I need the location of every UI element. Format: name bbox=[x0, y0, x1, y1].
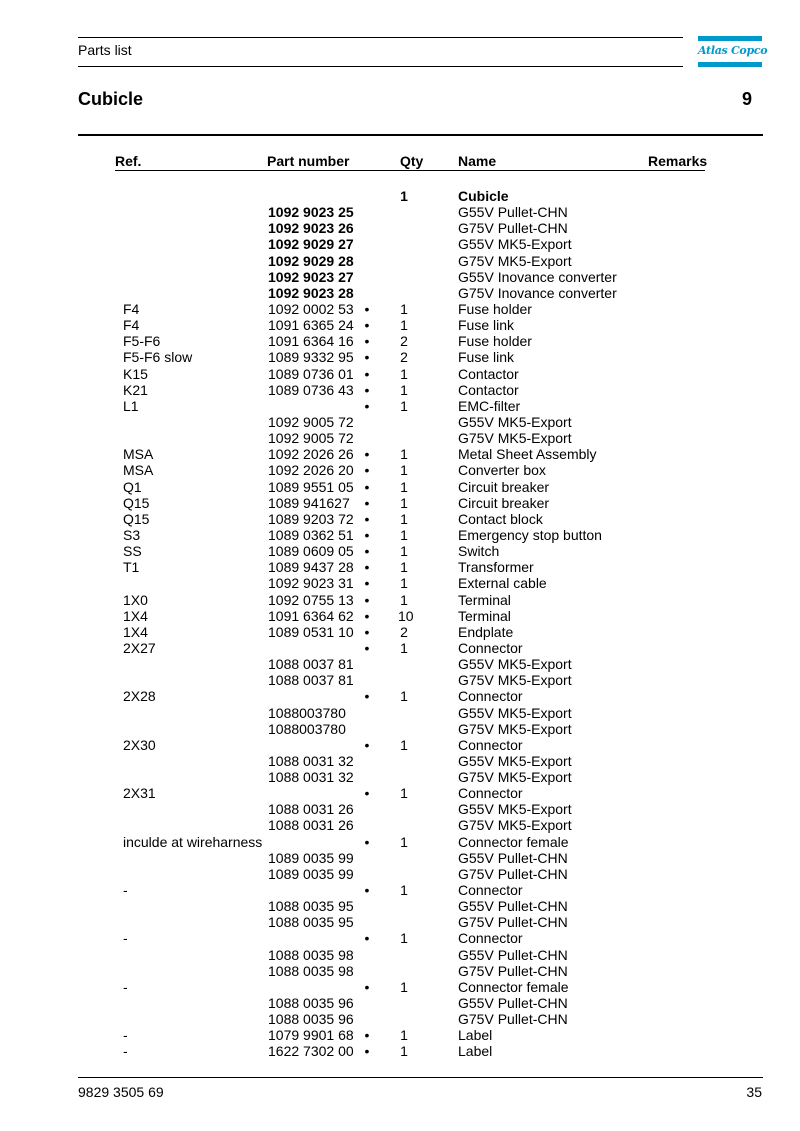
part-number-cell: 1088 0037 81 bbox=[268, 672, 354, 689]
spare-marker: • bbox=[364, 1027, 370, 1044]
table-row bbox=[0, 769, 800, 785]
part-number-cell: 1088 0031 26 bbox=[268, 817, 354, 834]
qty-cell: 2 bbox=[400, 333, 408, 350]
ref-cell: Q15 bbox=[123, 510, 150, 527]
name-cell: G75V MK5-Export bbox=[458, 769, 572, 786]
name-cell: Circuit breaker bbox=[458, 494, 550, 511]
name-cell: External cable bbox=[458, 575, 547, 592]
spare-marker: • bbox=[364, 930, 370, 947]
spare-marker: • bbox=[364, 639, 370, 656]
part-number-cell: 1088 0031 26 bbox=[268, 801, 354, 818]
spare-marker: • bbox=[364, 543, 370, 560]
table-row bbox=[0, 236, 800, 252]
logo-bar-top bbox=[698, 36, 762, 41]
name-cell: G55V Pullet-CHN bbox=[458, 946, 568, 963]
spare-marker: • bbox=[364, 559, 370, 576]
ref-cell: F5-F6 slow bbox=[123, 349, 193, 366]
table-row bbox=[0, 1027, 800, 1043]
ref-cell: F5-F6 bbox=[123, 333, 161, 350]
name-cell: G55V Pullet-CHN bbox=[458, 849, 568, 866]
table-row bbox=[0, 947, 800, 963]
part-number-cell: 1088 0035 98 bbox=[268, 962, 354, 979]
column-header-name: Name bbox=[458, 153, 497, 169]
name-cell: G75V MK5-Export bbox=[458, 672, 572, 689]
spare-marker: • bbox=[364, 381, 370, 398]
ref-cell: F4 bbox=[123, 300, 140, 317]
table-row bbox=[0, 188, 800, 204]
column-header-remarks: Remarks bbox=[648, 153, 708, 169]
qty-cell: 1 bbox=[400, 381, 408, 398]
spare-marker: • bbox=[364, 510, 370, 527]
table-row bbox=[0, 366, 800, 382]
column-header-ref: Ref. bbox=[115, 153, 142, 169]
spare-marker: • bbox=[364, 1043, 370, 1060]
table-row bbox=[0, 624, 800, 640]
part-number-cell: 1089 0531 10 bbox=[268, 623, 354, 640]
table-row bbox=[0, 349, 800, 365]
chapter-number: 9 bbox=[741, 89, 752, 109]
name-cell: G75V Pullet-CHN bbox=[458, 914, 568, 931]
table-row bbox=[0, 850, 800, 866]
part-number-cell: 1088 0035 98 bbox=[268, 946, 354, 963]
part-number-cell: 1088003780 bbox=[268, 704, 346, 721]
qty-cell: 1 bbox=[400, 978, 408, 995]
table-row bbox=[0, 785, 800, 801]
name-cell: G55V MK5-Export bbox=[458, 413, 572, 430]
table-row bbox=[0, 963, 800, 979]
logo-text: Atlas Copco bbox=[698, 44, 768, 57]
spare-marker: • bbox=[364, 317, 370, 334]
part-number-cell: 1092 0002 53 bbox=[268, 300, 354, 317]
name-cell: Switch bbox=[458, 543, 500, 560]
part-number-cell: 1092 9029 27 bbox=[268, 236, 354, 253]
table-row bbox=[0, 333, 800, 349]
section-label: Parts list bbox=[78, 42, 132, 58]
part-number-cell: 1088 0035 95 bbox=[268, 898, 354, 915]
qty-cell: 1 bbox=[400, 930, 408, 947]
qty-cell: 1 bbox=[400, 785, 408, 802]
qty-cell: 1 bbox=[400, 478, 408, 495]
name-cell: G55V Inovance converter bbox=[458, 268, 617, 285]
name-cell: G75V Inovance converter bbox=[458, 284, 617, 301]
part-number-cell: 1092 2026 26 bbox=[268, 446, 354, 463]
name-cell: Fuse link bbox=[458, 349, 515, 366]
table-row bbox=[0, 866, 800, 882]
name-cell: Circuit breaker bbox=[458, 478, 550, 495]
qty-cell: 1 bbox=[400, 188, 408, 204]
logo-bar-bottom bbox=[698, 62, 762, 67]
name-cell: G75V Pullet-CHN bbox=[458, 865, 568, 882]
table-row bbox=[0, 527, 800, 543]
qty-cell: 1 bbox=[400, 300, 408, 317]
name-cell: G75V MK5-Export bbox=[458, 817, 572, 834]
ref-cell: 1X0 bbox=[123, 591, 148, 608]
table-row bbox=[0, 656, 800, 672]
name-cell: Connector bbox=[458, 639, 523, 656]
spare-marker: • bbox=[364, 607, 370, 624]
name-cell: Contactor bbox=[458, 381, 519, 398]
part-number-cell: 1089 941627 bbox=[268, 494, 350, 511]
part-number-cell: 1092 9023 31 bbox=[268, 575, 354, 592]
qty-cell: 1 bbox=[400, 559, 408, 576]
part-number-cell: 1092 9023 27 bbox=[268, 268, 354, 285]
part-number-cell: 1092 9005 72 bbox=[268, 413, 354, 430]
title-rule bbox=[78, 134, 763, 136]
name-cell: Contact block bbox=[458, 510, 543, 527]
part-number-cell: 1088 0035 96 bbox=[268, 995, 354, 1012]
table-row bbox=[0, 705, 800, 721]
table-row bbox=[0, 898, 800, 914]
part-number-cell: 1092 9005 72 bbox=[268, 430, 354, 447]
ref-cell: Q15 bbox=[123, 494, 150, 511]
name-cell: Connector bbox=[458, 930, 523, 947]
table-row bbox=[0, 204, 800, 220]
spare-marker: • bbox=[364, 591, 370, 608]
name-cell: Fuse link bbox=[458, 317, 515, 334]
parts-table bbox=[0, 188, 800, 1060]
table-row bbox=[0, 479, 800, 495]
column-header-part-number: Part number bbox=[267, 153, 350, 169]
qty-cell: 2 bbox=[400, 623, 408, 640]
table-row bbox=[0, 398, 800, 414]
table-row bbox=[0, 446, 800, 462]
table-row bbox=[0, 817, 800, 833]
part-number-cell: 1092 0755 13 bbox=[268, 591, 354, 608]
ref-cell: 1X4 bbox=[123, 607, 148, 624]
name-cell: Connector bbox=[458, 882, 523, 899]
name-cell: G55V MK5-Export bbox=[458, 704, 572, 721]
qty-cell: 1 bbox=[400, 736, 408, 753]
part-number-cell: 1088 0035 95 bbox=[268, 914, 354, 931]
spare-marker: • bbox=[364, 882, 370, 899]
spare-marker: • bbox=[364, 446, 370, 463]
spare-marker: • bbox=[364, 833, 370, 850]
table-row bbox=[0, 414, 800, 430]
qty-cell: 1 bbox=[400, 833, 408, 850]
table-row bbox=[0, 285, 800, 301]
table-row bbox=[0, 511, 800, 527]
qty-cell: 1 bbox=[400, 688, 408, 705]
table-row bbox=[0, 430, 800, 446]
ref-cell: - bbox=[123, 882, 128, 899]
spare-marker: • bbox=[364, 785, 370, 802]
name-cell: G75V Pullet-CHN bbox=[458, 220, 568, 237]
name-cell: G75V Pullet-CHN bbox=[458, 1011, 568, 1028]
qty-cell: 1 bbox=[400, 1027, 408, 1044]
ref-cell: F4 bbox=[123, 317, 140, 334]
spare-marker: • bbox=[364, 300, 370, 317]
document-number: 9829 3505 69 bbox=[78, 1084, 164, 1100]
part-number-cell: 1091 6365 24 bbox=[268, 317, 354, 334]
spare-marker: • bbox=[364, 736, 370, 753]
part-number-cell: 1092 9023 26 bbox=[268, 220, 354, 237]
name-cell: Label bbox=[458, 1043, 493, 1060]
table-row bbox=[0, 979, 800, 995]
spare-marker: • bbox=[364, 494, 370, 511]
part-number-cell: 1089 9437 28 bbox=[268, 559, 354, 576]
table-row bbox=[0, 801, 800, 817]
name-cell: G55V Pullet-CHN bbox=[458, 898, 568, 915]
part-number-cell: 1622 7302 00 bbox=[268, 1043, 354, 1060]
name-cell: G55V Pullet-CHN bbox=[458, 204, 568, 221]
name-cell: Emergency stop button bbox=[458, 526, 602, 543]
name-cell: G55V MK5-Export bbox=[458, 236, 572, 253]
ref-cell: - bbox=[123, 930, 128, 947]
spare-marker: • bbox=[364, 333, 370, 350]
name-cell: G75V MK5-Export bbox=[458, 252, 572, 269]
qty-cell: 1 bbox=[400, 639, 408, 656]
spare-marker: • bbox=[364, 978, 370, 995]
ref-cell: 1X4 bbox=[123, 623, 148, 640]
ref-cell: S3 bbox=[123, 526, 141, 543]
name-cell: Converter box bbox=[458, 462, 546, 479]
name-cell: Connector female bbox=[458, 833, 569, 850]
ref-cell: L1 bbox=[123, 397, 139, 414]
page-number: 35 bbox=[746, 1084, 762, 1100]
part-number-cell: 1089 0736 43 bbox=[268, 381, 354, 398]
table-row bbox=[0, 495, 800, 511]
qty-cell: 1 bbox=[400, 446, 408, 463]
qty-cell: 1 bbox=[400, 575, 408, 592]
name-cell: Contactor bbox=[458, 365, 519, 382]
qty-cell: 1 bbox=[400, 543, 408, 560]
part-number-cell: 1089 0035 99 bbox=[268, 849, 354, 866]
qty-cell: 1 bbox=[400, 365, 408, 382]
table-row bbox=[0, 882, 800, 898]
table-row bbox=[0, 834, 800, 850]
part-number-cell: 1091 6364 16 bbox=[268, 333, 354, 350]
name-cell: Terminal bbox=[458, 607, 511, 624]
qty-cell: 2 bbox=[400, 349, 408, 366]
name-cell: Transformer bbox=[458, 559, 534, 576]
table-row bbox=[0, 753, 800, 769]
ref-cell: 2X31 bbox=[123, 785, 156, 802]
ref-cell: MSA bbox=[123, 446, 154, 463]
name-cell: G55V MK5-Export bbox=[458, 656, 572, 673]
spare-marker: • bbox=[364, 575, 370, 592]
part-number-cell: 1088 0035 96 bbox=[268, 1011, 354, 1028]
spare-marker: • bbox=[364, 462, 370, 479]
name-cell: Label bbox=[458, 1027, 493, 1044]
table-row bbox=[0, 269, 800, 285]
spare-marker: • bbox=[364, 688, 370, 705]
header-rule-top bbox=[78, 37, 683, 38]
name-cell: G55V Pullet-CHN bbox=[458, 995, 568, 1012]
part-number-cell: 1092 9029 28 bbox=[268, 252, 354, 269]
qty-cell: 1 bbox=[400, 317, 408, 334]
ref-cell: - bbox=[123, 1043, 128, 1060]
name-cell: G75V MK5-Export bbox=[458, 720, 572, 737]
spare-marker: • bbox=[364, 365, 370, 382]
part-number-cell: 1089 0736 01 bbox=[268, 365, 354, 382]
table-row bbox=[0, 737, 800, 753]
name-cell: Fuse holder bbox=[458, 300, 532, 317]
part-number-cell: 1089 0035 99 bbox=[268, 865, 354, 882]
qty-cell: 1 bbox=[400, 510, 408, 527]
part-number-cell: 1089 9203 72 bbox=[268, 510, 354, 527]
qty-cell: 1 bbox=[400, 1043, 408, 1060]
name-cell: Connector bbox=[458, 736, 523, 753]
ref-cell: SS bbox=[123, 543, 142, 560]
part-number-cell: 1089 9551 05 bbox=[268, 478, 354, 495]
table-row bbox=[0, 721, 800, 737]
name-cell: G75V MK5-Export bbox=[458, 430, 572, 447]
name-cell: Cubicle bbox=[458, 188, 509, 204]
part-number-cell: 1088 0037 81 bbox=[268, 656, 354, 673]
table-row bbox=[0, 301, 800, 317]
part-number-cell: 1079 9901 68 bbox=[268, 1027, 354, 1044]
table-row bbox=[0, 317, 800, 333]
table-header-rule bbox=[115, 170, 705, 171]
name-cell: G55V MK5-Export bbox=[458, 801, 572, 818]
part-number-cell: 1088003780 bbox=[268, 720, 346, 737]
ref-cell: Q1 bbox=[123, 478, 142, 495]
table-row bbox=[0, 1043, 800, 1059]
part-number-cell: 1091 6364 62 bbox=[268, 607, 354, 624]
ref-cell: 2X30 bbox=[123, 736, 156, 753]
name-cell: G75V Pullet-CHN bbox=[458, 962, 568, 979]
header-rule-bottom bbox=[78, 66, 683, 67]
part-number-cell: 1088 0031 32 bbox=[268, 769, 354, 786]
name-cell: G55V MK5-Export bbox=[458, 752, 572, 769]
qty-cell: 10 bbox=[398, 607, 414, 624]
ref-cell: K15 bbox=[123, 365, 148, 382]
ref-cell: MSA bbox=[123, 462, 154, 479]
ref-cell: 2X28 bbox=[123, 688, 156, 705]
table-row bbox=[0, 930, 800, 946]
table-row bbox=[0, 914, 800, 930]
spare-marker: • bbox=[364, 397, 370, 414]
spare-marker: • bbox=[364, 623, 370, 640]
name-cell: Connector bbox=[458, 785, 523, 802]
ref-cell: - bbox=[123, 978, 128, 995]
name-cell: Terminal bbox=[458, 591, 511, 608]
table-row bbox=[0, 462, 800, 478]
footer-rule bbox=[78, 1077, 763, 1078]
column-header-qty: Qty bbox=[400, 153, 424, 169]
spare-marker: • bbox=[364, 349, 370, 366]
part-number-cell: 1089 0609 05 bbox=[268, 543, 354, 560]
ref-cell: - bbox=[123, 1027, 128, 1044]
table-row bbox=[0, 688, 800, 704]
brand-logo bbox=[698, 36, 768, 68]
part-number-cell: 1088 0031 32 bbox=[268, 752, 354, 769]
ref-cell: inculde at wireharness bbox=[123, 833, 263, 850]
page-title: Cubicle bbox=[78, 89, 144, 109]
table-row bbox=[0, 592, 800, 608]
table-row bbox=[0, 672, 800, 688]
ref-cell: K21 bbox=[123, 381, 148, 398]
qty-cell: 1 bbox=[400, 494, 408, 511]
part-number-cell: 1092 2026 20 bbox=[268, 462, 354, 479]
qty-cell: 1 bbox=[400, 591, 408, 608]
part-number-cell: 1089 9332 95 bbox=[268, 349, 354, 366]
table-row bbox=[0, 382, 800, 398]
name-cell: Connector bbox=[458, 688, 523, 705]
part-number-cell: 1089 0362 51 bbox=[268, 526, 354, 543]
ref-cell: 2X27 bbox=[123, 639, 156, 656]
name-cell: Connector female bbox=[458, 978, 569, 995]
name-cell: Metal Sheet Assembly bbox=[458, 446, 597, 463]
table-row bbox=[0, 1011, 800, 1027]
name-cell: EMC-filter bbox=[458, 397, 521, 414]
table-row bbox=[0, 608, 800, 624]
table-row bbox=[0, 543, 800, 559]
qty-cell: 1 bbox=[400, 882, 408, 899]
spare-marker: • bbox=[364, 526, 370, 543]
part-number-cell: 1092 9023 28 bbox=[268, 284, 354, 301]
qty-cell: 1 bbox=[400, 462, 408, 479]
name-cell: Endplate bbox=[458, 623, 514, 640]
table-row bbox=[0, 575, 800, 591]
ref-cell: T1 bbox=[123, 559, 140, 576]
qty-cell: 1 bbox=[400, 397, 408, 414]
part-number-cell: 1092 9023 25 bbox=[268, 204, 354, 221]
qty-cell: 1 bbox=[400, 526, 408, 543]
table-row bbox=[0, 253, 800, 269]
spare-marker: • bbox=[364, 478, 370, 495]
name-cell: Fuse holder bbox=[458, 333, 532, 350]
table-row bbox=[0, 640, 800, 656]
table-row bbox=[0, 220, 800, 236]
table-row bbox=[0, 559, 800, 575]
table-row bbox=[0, 995, 800, 1011]
